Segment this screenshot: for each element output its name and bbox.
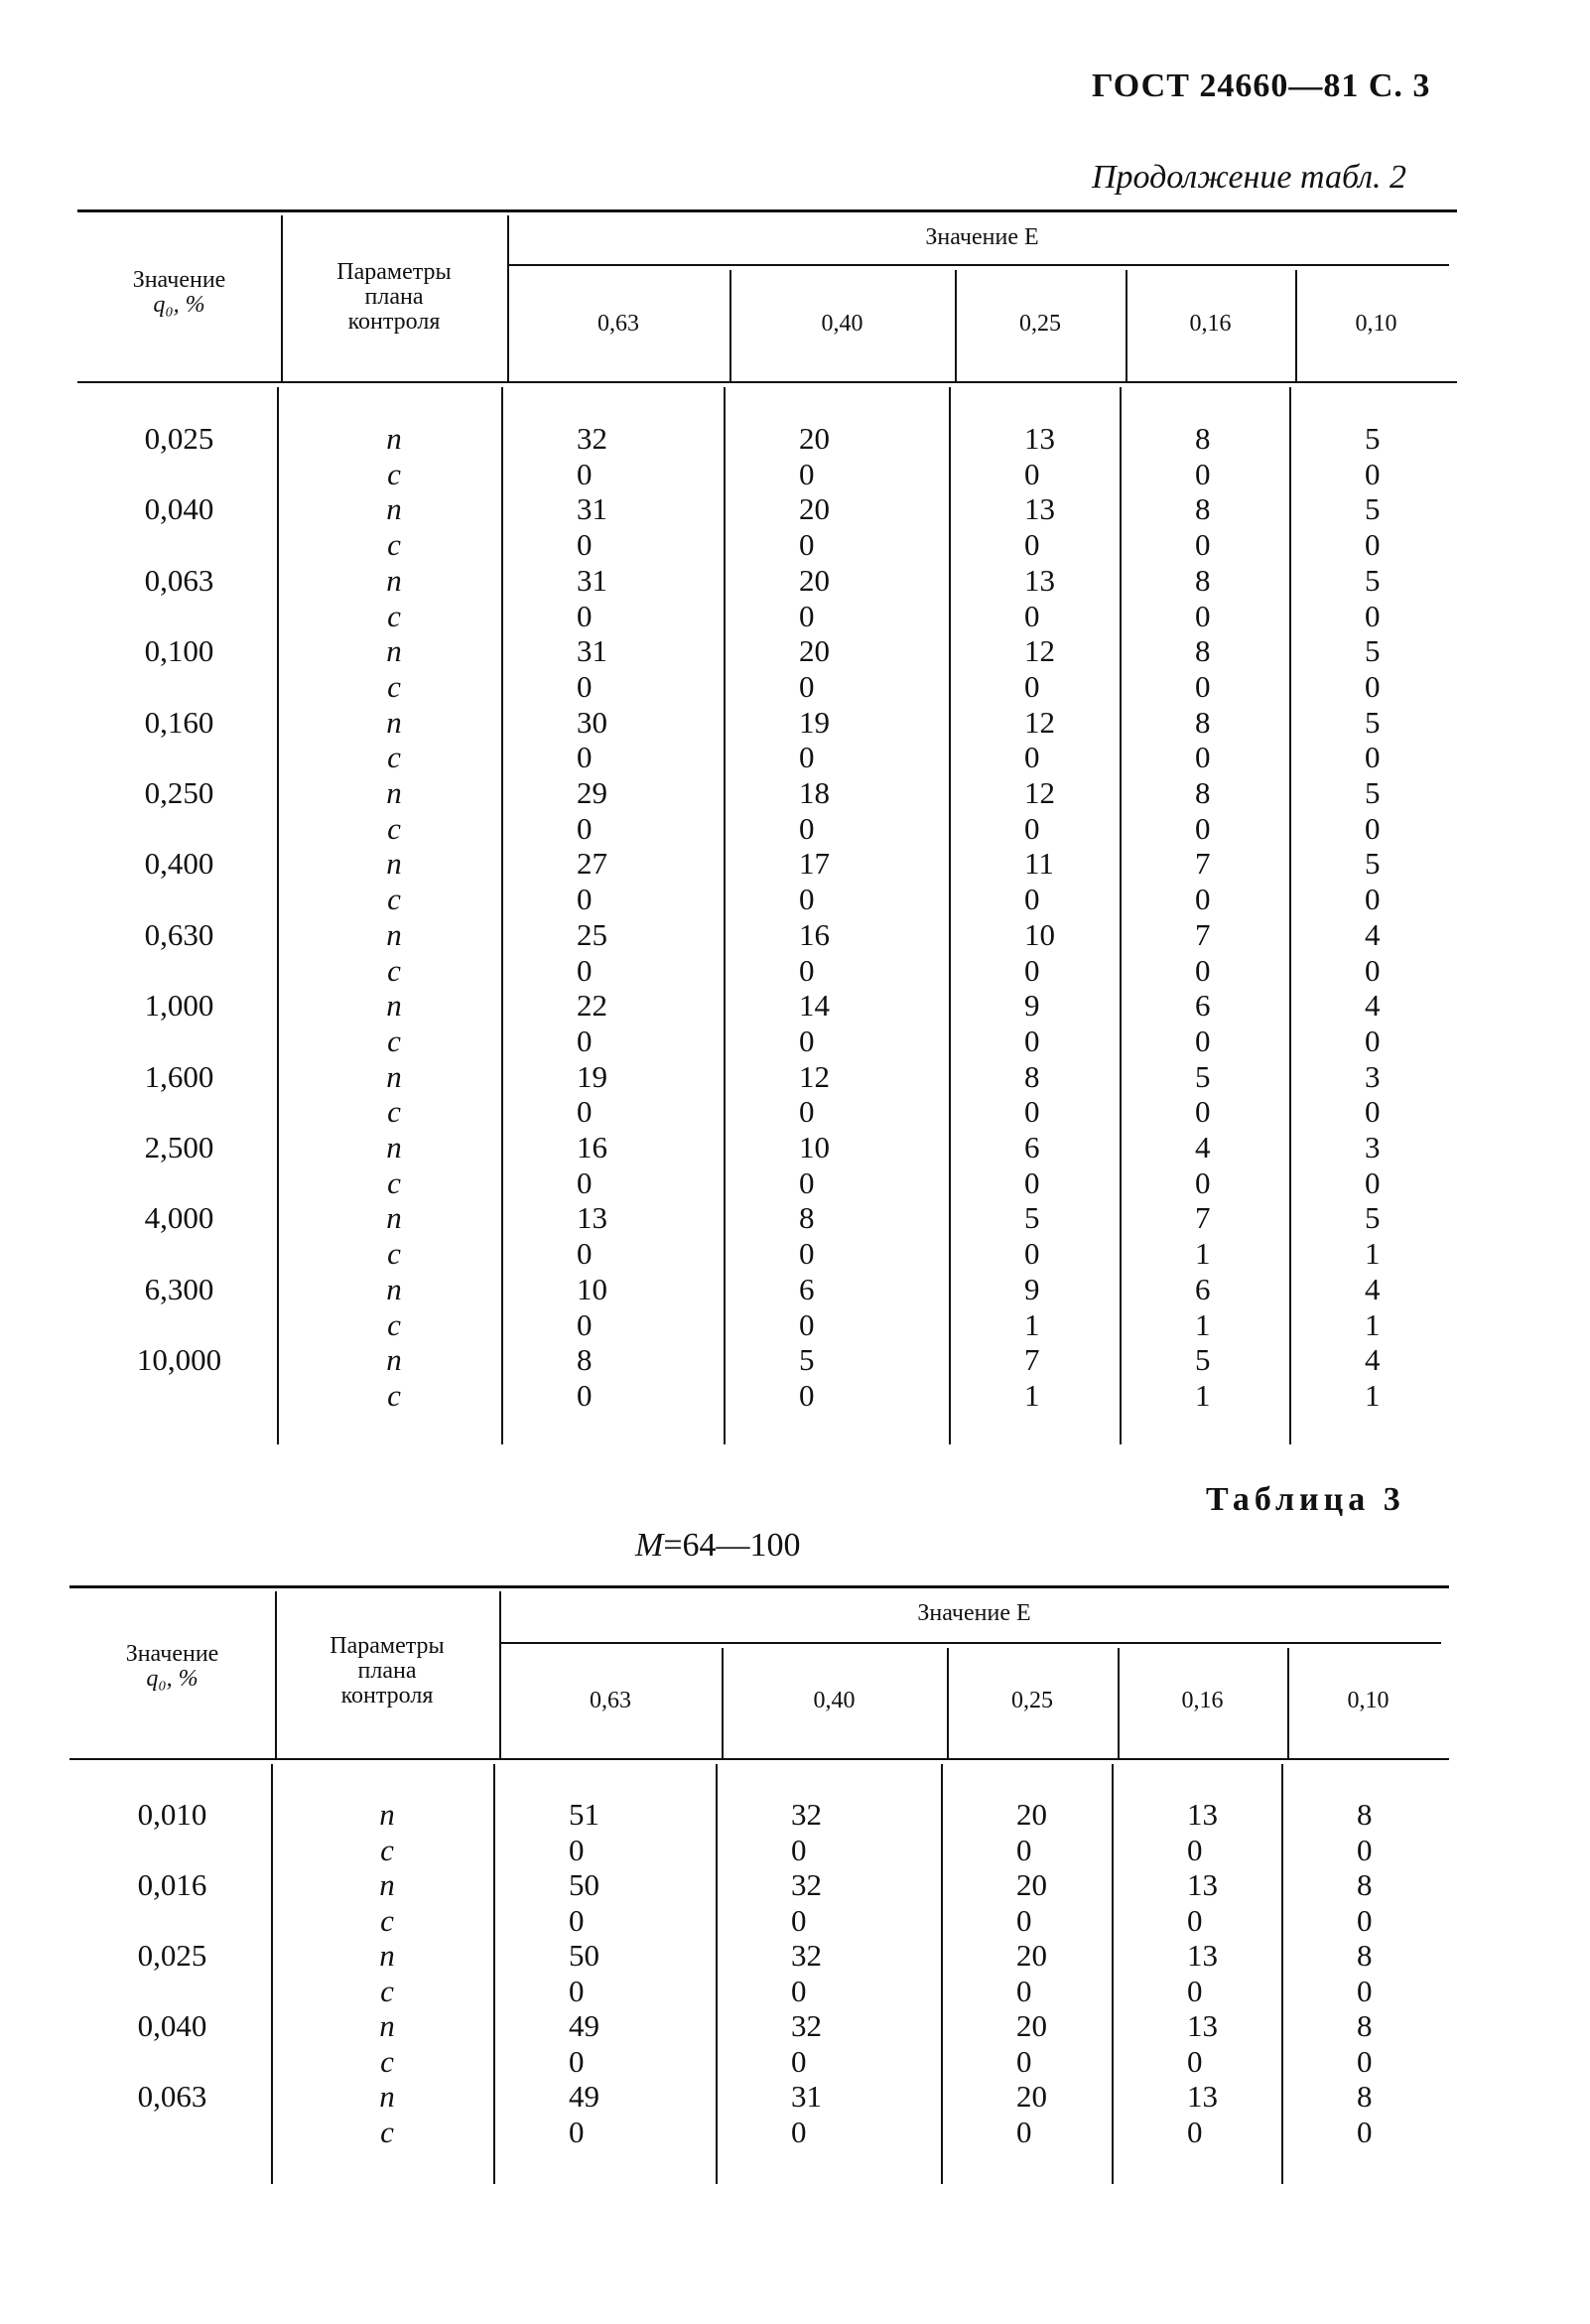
cell-c-value: 0 bbox=[1024, 1164, 1040, 1200]
cell-c-value: 0 bbox=[1024, 527, 1040, 563]
cell-c-value: 0 bbox=[577, 456, 593, 491]
cell-c-value: 1 bbox=[1195, 1306, 1211, 1342]
cell-c-value: 0 bbox=[1024, 952, 1040, 988]
cell-n-value: 20 bbox=[1016, 2079, 1047, 2114]
cell-c-value: 0 bbox=[1024, 1236, 1040, 1272]
column-header-params bbox=[275, 1634, 499, 1709]
cell-n-value: 6 bbox=[1195, 1271, 1211, 1306]
body-separator bbox=[949, 387, 951, 1444]
cell-c-value: 0 bbox=[1365, 952, 1381, 988]
e-group-header: Значение E bbox=[925, 224, 1039, 250]
cell-n-value: 10 bbox=[1024, 916, 1055, 952]
cell-c-value: 1 bbox=[1365, 1236, 1381, 1272]
cell-n-value: 13 bbox=[1187, 1938, 1218, 1973]
cell-n-value: 4 bbox=[1365, 988, 1381, 1024]
cell-c-value: 0 bbox=[1195, 952, 1211, 988]
param-c-label: c bbox=[387, 598, 401, 633]
cell-c-value: 0 bbox=[1016, 1832, 1032, 1867]
cell-c-value: 0 bbox=[577, 598, 593, 633]
q0-value: 1,000 bbox=[144, 988, 214, 1024]
body-separator bbox=[1112, 1764, 1114, 2184]
cell-c-value: 0 bbox=[577, 882, 593, 917]
cell-n-value: 4 bbox=[1195, 1130, 1211, 1164]
column-header-params-line3: контроля bbox=[340, 1683, 434, 1709]
e-group-rule bbox=[499, 1642, 1441, 1644]
cell-n-value: 8 bbox=[1195, 421, 1211, 456]
e-column-header: 0,25 bbox=[1019, 311, 1061, 337]
cell-c-value: 0 bbox=[1195, 882, 1211, 917]
cell-c-value: 0 bbox=[1365, 810, 1381, 846]
continuation-note: Продолжение табл. 2 bbox=[1092, 159, 1407, 196]
q0-value: 0,010 bbox=[137, 1797, 207, 1832]
cell-n-value: 5 bbox=[1365, 633, 1381, 669]
cell-c-value: 1 bbox=[1024, 1377, 1040, 1413]
cell-n-value: 8 bbox=[1357, 1867, 1373, 1902]
cell-c-value: 0 bbox=[1195, 527, 1211, 563]
cell-n-value: 5 bbox=[1365, 1200, 1381, 1236]
cell-c-value: 0 bbox=[577, 527, 593, 563]
table-top-rule bbox=[77, 209, 1457, 212]
cell-n-value: 12 bbox=[1024, 633, 1055, 669]
cell-n-value: 5 bbox=[1365, 775, 1381, 810]
cell-n-value: 17 bbox=[799, 846, 830, 882]
column-header-params bbox=[281, 260, 507, 336]
q0-value: 0,063 bbox=[144, 562, 214, 598]
cell-n-value: 6 bbox=[1195, 988, 1211, 1024]
cell-n-value: 7 bbox=[1195, 916, 1211, 952]
table-3-title: Таблица 3 bbox=[1206, 1481, 1405, 1518]
e-group-header: Значение E bbox=[917, 1600, 1031, 1626]
cell-c-value: 0 bbox=[1024, 598, 1040, 633]
cell-n-value: 19 bbox=[577, 1058, 607, 1094]
cell-c-value: 0 bbox=[569, 1902, 585, 1938]
cell-c-value: 0 bbox=[1016, 2043, 1032, 2079]
e-column-header: 0,16 bbox=[1181, 1688, 1224, 1713]
q0-value: 0,025 bbox=[144, 421, 214, 456]
body-separator bbox=[941, 1764, 943, 2184]
cell-c-value: 0 bbox=[799, 1164, 815, 1200]
cell-n-value: 32 bbox=[791, 2008, 822, 2043]
cell-n-value: 31 bbox=[577, 491, 607, 527]
cell-n-value: 13 bbox=[1187, 2079, 1218, 2114]
e-column-header: 0,63 bbox=[597, 311, 639, 337]
cell-c-value: 0 bbox=[791, 2114, 807, 2149]
e-column-header: 0,16 bbox=[1189, 311, 1232, 337]
cell-n-value: 9 bbox=[1024, 988, 1040, 1024]
cell-c-value: 0 bbox=[577, 1377, 593, 1413]
cell-n-value: 8 bbox=[577, 1342, 593, 1378]
cell-c-value: 0 bbox=[577, 1236, 593, 1272]
column-header-q-line2: q₀, % bbox=[146, 1666, 199, 1693]
param-c-label: c bbox=[380, 2043, 394, 2079]
cell-n-value: 13 bbox=[1024, 491, 1055, 527]
param-c-label: c bbox=[387, 1164, 401, 1200]
cell-n-value: 31 bbox=[577, 562, 607, 598]
e-column-header: 0,40 bbox=[821, 311, 863, 337]
cell-c-value: 1 bbox=[1195, 1377, 1211, 1413]
cell-n-value: 5 bbox=[1024, 1200, 1040, 1236]
cell-n-value: 50 bbox=[569, 1938, 599, 1973]
cell-n-value: 8 bbox=[1195, 562, 1211, 598]
cell-n-value: 10 bbox=[799, 1130, 830, 1164]
cell-c-value: 1 bbox=[1365, 1306, 1381, 1342]
q0-value: 0,016 bbox=[137, 1867, 207, 1902]
cell-n-value: 12 bbox=[1024, 775, 1055, 810]
column-header-q bbox=[77, 268, 281, 318]
cell-n-value: 6 bbox=[1024, 1130, 1040, 1164]
param-n-label: n bbox=[386, 775, 402, 810]
cell-n-value: 16 bbox=[577, 1130, 607, 1164]
cell-n-value: 4 bbox=[1365, 1342, 1381, 1378]
cell-n-value: 27 bbox=[577, 846, 607, 882]
column-header-params-line2: плана bbox=[364, 284, 424, 311]
cell-n-value: 20 bbox=[1016, 2008, 1047, 2043]
e-column-header: 0,63 bbox=[590, 1688, 631, 1713]
param-n-label: n bbox=[386, 421, 402, 456]
header-bottom-rule bbox=[69, 1758, 1449, 1760]
cell-c-value: 0 bbox=[1195, 1164, 1211, 1200]
param-n-label: n bbox=[386, 1342, 402, 1378]
cell-n-value: 25 bbox=[577, 916, 607, 952]
cell-c-value: 0 bbox=[1195, 1023, 1211, 1058]
param-n-label: n bbox=[386, 988, 402, 1024]
e-group-rule bbox=[507, 264, 1449, 266]
cell-c-value: 0 bbox=[1024, 882, 1040, 917]
param-n-label: n bbox=[386, 846, 402, 882]
cell-n-value: 20 bbox=[799, 633, 830, 669]
page-header-doc-ref: ГОСТ 24660—81 С. 3 bbox=[1092, 68, 1431, 104]
param-n-label: n bbox=[386, 562, 402, 598]
cell-n-value: 20 bbox=[799, 562, 830, 598]
cell-c-value: 0 bbox=[569, 2043, 585, 2079]
cell-c-value: 0 bbox=[799, 882, 815, 917]
param-c-label: c bbox=[387, 1377, 401, 1413]
cell-n-value: 8 bbox=[1357, 2079, 1373, 2114]
cell-c-value: 0 bbox=[791, 1973, 807, 2008]
cell-n-value: 32 bbox=[791, 1938, 822, 1973]
cell-c-value: 0 bbox=[1016, 1973, 1032, 2008]
column-header-q-line1: Значение bbox=[125, 1641, 219, 1667]
cell-n-value: 5 bbox=[1195, 1058, 1211, 1094]
cell-c-value: 0 bbox=[569, 1832, 585, 1867]
cell-c-value: 0 bbox=[569, 1973, 585, 2008]
cell-n-value: 50 bbox=[569, 1867, 599, 1902]
e-column-header: 0,10 bbox=[1347, 1688, 1390, 1713]
cell-n-value: 13 bbox=[1187, 2008, 1218, 2043]
column-header-params-line1: Параметры bbox=[330, 1633, 445, 1659]
cell-n-value: 5 bbox=[799, 1342, 815, 1378]
cell-c-value: 0 bbox=[1357, 2043, 1373, 2079]
cell-n-value: 12 bbox=[1024, 704, 1055, 740]
table-3-subtitle bbox=[635, 1527, 801, 1565]
param-c-label: c bbox=[387, 740, 401, 775]
cell-n-value: 6 bbox=[799, 1271, 815, 1306]
cell-c-value: 0 bbox=[577, 1306, 593, 1342]
param-c-label: c bbox=[380, 2114, 394, 2149]
column-header-q-line1: Значение bbox=[132, 267, 226, 293]
param-c-label: c bbox=[387, 456, 401, 491]
cell-c-value: 0 bbox=[1195, 1094, 1211, 1130]
param-c-label: c bbox=[380, 1832, 394, 1867]
cell-n-value: 13 bbox=[1187, 1797, 1218, 1832]
cell-c-value: 0 bbox=[1024, 1023, 1040, 1058]
cell-c-value: 0 bbox=[1195, 810, 1211, 846]
cell-c-value: 0 bbox=[799, 1377, 815, 1413]
cell-n-value: 8 bbox=[1024, 1058, 1040, 1094]
param-n-label: n bbox=[386, 704, 402, 740]
cell-n-value: 5 bbox=[1365, 704, 1381, 740]
param-c-label: c bbox=[387, 810, 401, 846]
cell-n-value: 3 bbox=[1365, 1130, 1381, 1164]
cell-c-value: 0 bbox=[799, 1023, 815, 1058]
cell-n-value: 8 bbox=[1195, 491, 1211, 527]
cell-n-value: 10 bbox=[577, 1271, 607, 1306]
e-column-header: 0,40 bbox=[813, 1688, 856, 1713]
q0-value: 0,100 bbox=[144, 633, 214, 669]
cell-n-value: 49 bbox=[569, 2008, 599, 2043]
cell-n-value: 5 bbox=[1365, 846, 1381, 882]
header-bottom-rule bbox=[77, 381, 1457, 383]
cell-n-value: 8 bbox=[1195, 775, 1211, 810]
cell-n-value: 13 bbox=[1024, 562, 1055, 598]
cell-c-value: 0 bbox=[1365, 668, 1381, 704]
q0-value: 6,300 bbox=[144, 1271, 214, 1306]
cell-n-value: 31 bbox=[577, 633, 607, 669]
body-separator bbox=[724, 387, 726, 1444]
param-c-label: c bbox=[380, 1902, 394, 1938]
body-separator bbox=[1281, 1764, 1283, 2184]
cell-c-value: 0 bbox=[577, 1023, 593, 1058]
cell-c-value: 0 bbox=[799, 1094, 815, 1130]
cell-n-value: 5 bbox=[1365, 421, 1381, 456]
cell-c-value: 0 bbox=[799, 456, 815, 491]
cell-n-value: 22 bbox=[577, 988, 607, 1024]
cell-c-value: 0 bbox=[1195, 740, 1211, 775]
table-top-rule bbox=[69, 1585, 1449, 1588]
q0-value: 0,040 bbox=[144, 491, 214, 527]
cell-c-value: 0 bbox=[1016, 2114, 1032, 2149]
subtitle-variable: M bbox=[635, 1527, 664, 1564]
param-c-label: c bbox=[387, 668, 401, 704]
column-header-q bbox=[69, 1642, 275, 1692]
cell-c-value: 0 bbox=[799, 598, 815, 633]
cell-c-value: 0 bbox=[799, 810, 815, 846]
cell-c-value: 0 bbox=[577, 810, 593, 846]
q0-value: 2,500 bbox=[144, 1130, 214, 1164]
cell-n-value: 30 bbox=[577, 704, 607, 740]
cell-c-value: 0 bbox=[799, 1306, 815, 1342]
cell-c-value: 1 bbox=[1024, 1306, 1040, 1342]
cell-c-value: 0 bbox=[577, 1164, 593, 1200]
cell-c-value: 0 bbox=[1365, 1164, 1381, 1200]
cell-c-value: 0 bbox=[1365, 882, 1381, 917]
column-header-params-line3: контроля bbox=[347, 309, 441, 336]
cell-c-value: 0 bbox=[1357, 1973, 1373, 2008]
cell-c-value: 0 bbox=[799, 740, 815, 775]
q0-value: 0,630 bbox=[144, 916, 214, 952]
cell-n-value: 32 bbox=[791, 1867, 822, 1902]
cell-c-value: 0 bbox=[799, 952, 815, 988]
cell-c-value: 0 bbox=[1357, 1902, 1373, 1938]
param-c-label: c bbox=[387, 1236, 401, 1272]
cell-n-value: 7 bbox=[1024, 1342, 1040, 1378]
q0-value: 0,040 bbox=[137, 2008, 207, 2043]
param-c-label: c bbox=[380, 1973, 394, 2008]
cell-c-value: 0 bbox=[577, 1094, 593, 1130]
cell-n-value: 8 bbox=[799, 1200, 815, 1236]
cell-n-value: 29 bbox=[577, 775, 607, 810]
param-n-label: n bbox=[379, 1867, 395, 1902]
q0-value: 10,000 bbox=[136, 1342, 222, 1378]
cell-n-value: 51 bbox=[569, 1797, 599, 1832]
subtitle-range: =64—100 bbox=[663, 1527, 801, 1564]
param-n-label: n bbox=[386, 1200, 402, 1236]
cell-n-value: 5 bbox=[1195, 1342, 1211, 1378]
cell-n-value: 7 bbox=[1195, 846, 1211, 882]
cell-n-value: 3 bbox=[1365, 1058, 1381, 1094]
cell-c-value: 1 bbox=[1365, 1377, 1381, 1413]
cell-n-value: 18 bbox=[799, 775, 830, 810]
cell-c-value: 0 bbox=[799, 1236, 815, 1272]
cell-c-value: 0 bbox=[1365, 1023, 1381, 1058]
cell-c-value: 0 bbox=[1187, 2114, 1203, 2149]
cell-n-value: 20 bbox=[1016, 1797, 1047, 1832]
cell-c-value: 0 bbox=[799, 668, 815, 704]
cell-n-value: 5 bbox=[1365, 562, 1381, 598]
cell-n-value: 5 bbox=[1365, 491, 1381, 527]
cell-c-value: 0 bbox=[791, 1832, 807, 1867]
cell-n-value: 16 bbox=[799, 916, 830, 952]
cell-n-value: 20 bbox=[1016, 1867, 1047, 1902]
cell-n-value: 32 bbox=[577, 421, 607, 456]
cell-n-value: 8 bbox=[1357, 1938, 1373, 1973]
q0-value: 0,160 bbox=[144, 704, 214, 740]
cell-c-value: 0 bbox=[1187, 1832, 1203, 1867]
cell-c-value: 0 bbox=[1195, 456, 1211, 491]
column-header-q-line2: q₀, % bbox=[153, 292, 205, 319]
cell-c-value: 0 bbox=[1187, 1973, 1203, 2008]
cell-c-value: 0 bbox=[1195, 598, 1211, 633]
param-n-label: n bbox=[379, 1797, 395, 1832]
param-n-label: n bbox=[386, 1058, 402, 1094]
cell-n-value: 13 bbox=[1024, 421, 1055, 456]
cell-c-value: 0 bbox=[577, 668, 593, 704]
cell-c-value: 0 bbox=[791, 1902, 807, 1938]
body-separator bbox=[1120, 387, 1122, 1444]
cell-c-value: 0 bbox=[1024, 456, 1040, 491]
param-c-label: c bbox=[387, 1023, 401, 1058]
param-c-label: c bbox=[387, 952, 401, 988]
param-c-label: c bbox=[387, 1094, 401, 1130]
q0-value: 0,025 bbox=[137, 1938, 207, 1973]
cell-c-value: 0 bbox=[1024, 810, 1040, 846]
cell-c-value: 0 bbox=[1024, 740, 1040, 775]
cell-n-value: 12 bbox=[799, 1058, 830, 1094]
cell-c-value: 0 bbox=[569, 2114, 585, 2149]
column-header-params-line2: плана bbox=[357, 1658, 417, 1685]
q0-value: 4,000 bbox=[144, 1200, 214, 1236]
cell-n-value: 20 bbox=[1016, 1938, 1047, 1973]
cell-n-value: 14 bbox=[799, 988, 830, 1024]
e-column-header: 0,25 bbox=[1011, 1688, 1053, 1713]
cell-n-value: 20 bbox=[799, 421, 830, 456]
cell-n-value: 31 bbox=[791, 2079, 822, 2114]
q0-value: 0,400 bbox=[144, 846, 214, 882]
cell-c-value: 0 bbox=[1365, 527, 1381, 563]
cell-n-value: 7 bbox=[1195, 1200, 1211, 1236]
cell-n-value: 19 bbox=[799, 704, 830, 740]
cell-n-value: 8 bbox=[1357, 1797, 1373, 1832]
cell-c-value: 0 bbox=[1024, 1094, 1040, 1130]
cell-n-value: 9 bbox=[1024, 1271, 1040, 1306]
cell-n-value: 32 bbox=[791, 1797, 822, 1832]
body-separator bbox=[1289, 387, 1291, 1444]
cell-n-value: 8 bbox=[1195, 704, 1211, 740]
cell-c-value: 0 bbox=[1024, 668, 1040, 704]
cell-c-value: 0 bbox=[1187, 1902, 1203, 1938]
cell-c-value: 0 bbox=[1365, 598, 1381, 633]
param-c-label: c bbox=[387, 1306, 401, 1342]
cell-c-value: 0 bbox=[577, 740, 593, 775]
body-separator bbox=[716, 1764, 718, 2184]
cell-c-value: 0 bbox=[1357, 2114, 1373, 2149]
cell-n-value: 4 bbox=[1365, 1271, 1381, 1306]
cell-n-value: 8 bbox=[1195, 633, 1211, 669]
param-n-label: n bbox=[379, 1938, 395, 1973]
cell-c-value: 0 bbox=[791, 2043, 807, 2079]
param-c-label: c bbox=[387, 527, 401, 563]
cell-n-value: 20 bbox=[799, 491, 830, 527]
param-n-label: n bbox=[386, 1130, 402, 1164]
param-n-label: n bbox=[386, 491, 402, 527]
param-n-label: n bbox=[379, 2079, 395, 2114]
cell-c-value: 0 bbox=[799, 527, 815, 563]
cell-c-value: 0 bbox=[1016, 1902, 1032, 1938]
param-n-label: n bbox=[386, 1271, 402, 1306]
cell-c-value: 0 bbox=[1365, 456, 1381, 491]
cell-n-value: 4 bbox=[1365, 916, 1381, 952]
cell-n-value: 11 bbox=[1024, 846, 1054, 882]
cell-c-value: 0 bbox=[1365, 740, 1381, 775]
q0-value: 1,600 bbox=[144, 1058, 214, 1094]
cell-n-value: 8 bbox=[1357, 2008, 1373, 2043]
q0-value: 0,063 bbox=[137, 2079, 207, 2114]
cell-n-value: 13 bbox=[1187, 1867, 1218, 1902]
q0-value: 0,250 bbox=[144, 775, 214, 810]
cell-n-value: 49 bbox=[569, 2079, 599, 2114]
param-n-label: n bbox=[386, 916, 402, 952]
e-column-header: 0,10 bbox=[1355, 311, 1397, 337]
cell-n-value: 13 bbox=[577, 1200, 607, 1236]
cell-c-value: 0 bbox=[577, 952, 593, 988]
param-c-label: c bbox=[387, 882, 401, 917]
cell-c-value: 0 bbox=[1365, 1094, 1381, 1130]
param-n-label: n bbox=[379, 2008, 395, 2043]
cell-c-value: 0 bbox=[1357, 1832, 1373, 1867]
cell-c-value: 1 bbox=[1195, 1236, 1211, 1272]
param-n-label: n bbox=[386, 633, 402, 669]
cell-c-value: 0 bbox=[1195, 668, 1211, 704]
cell-c-value: 0 bbox=[1187, 2043, 1203, 2079]
column-header-params-line1: Параметры bbox=[336, 259, 452, 285]
